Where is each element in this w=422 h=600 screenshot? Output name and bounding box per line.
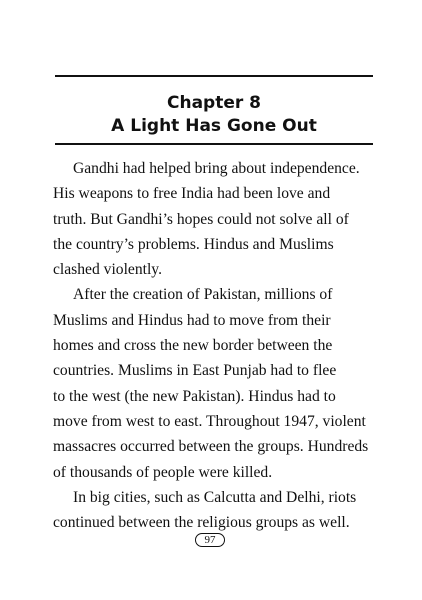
body-line: Gandhi had helped bring about independence.: [73, 160, 360, 177]
body-line: continued between the religious groups as well.: [53, 514, 350, 532]
chapter-title: A Light Has Gone Out: [111, 116, 317, 136]
body-line: to the west (the new Pakistan). Hindus had to: [53, 387, 336, 405]
body-line: move from west to east. Throughout 1947, violent: [53, 412, 366, 430]
body-line: of thousands of people were killed.: [53, 463, 273, 481]
body-line: After the creation of Pakistan, millions of: [73, 286, 333, 304]
heading-bottom-rule: [55, 143, 373, 145]
body-line: massacres occurred between the groups. Hundreds: [53, 438, 369, 456]
page-number: 97: [195, 533, 225, 547]
heading-top-rule: [55, 75, 373, 77]
body-line: the country’s problems. Hindus and Muslims: [53, 235, 334, 253]
chapter-number: Chapter 8: [166, 93, 261, 113]
body-line: truth. But Gandhi’s hopes could not solve all of: [53, 210, 349, 228]
body-line: homes and cross the new border between the: [53, 337, 333, 355]
chapter-heading: [55, 92, 373, 138]
body-text: [53, 156, 373, 535]
body-line: In big cities, such as Calcutta and Delhi, riots: [73, 488, 357, 506]
body-line: clashed violently.: [53, 261, 162, 279]
body-line: countries. Muslims in East Punjab had to flee: [53, 362, 337, 380]
body-line: Muslims and Hindus had to move from their: [53, 311, 331, 329]
body-line: His weapons to free India had been love and: [53, 185, 331, 203]
